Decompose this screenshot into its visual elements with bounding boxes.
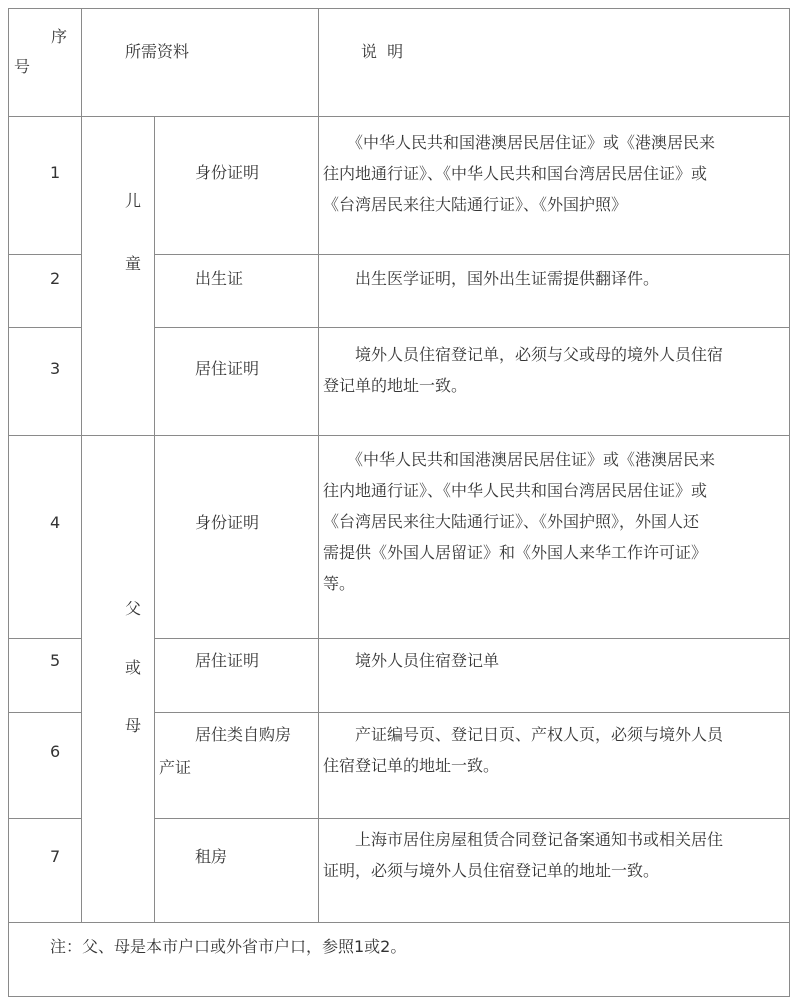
- description-line: 住宿登记单的地址一致。: [323, 756, 500, 775]
- row-divider-5: [9, 712, 81, 713]
- row-number: 4: [50, 513, 61, 532]
- description-row-2: [323, 263, 789, 294]
- header-seq-top: 序: [51, 27, 68, 46]
- description-row-4: [323, 444, 789, 599]
- row-number: 1: [50, 163, 61, 182]
- description-line: 出生医学证明，国外出生证需提供翻译件。: [323, 269, 660, 288]
- header-materials: 所需资料: [125, 42, 190, 61]
- group-child-char-2: 童: [125, 254, 142, 273]
- row-divider-4b: [154, 638, 789, 639]
- item-name: 出生证: [195, 269, 244, 288]
- description-line: 等。: [323, 574, 356, 593]
- description-row-3: [323, 339, 789, 401]
- row-divider-header: [9, 116, 789, 117]
- description-line: 境外人员住宿登记单: [323, 651, 500, 670]
- description-row-5: [323, 645, 789, 676]
- materials-table: [8, 8, 790, 997]
- group-child-char-1: 儿: [125, 191, 142, 210]
- col-divider-desc: [318, 9, 319, 922]
- row-divider-1: [9, 254, 81, 255]
- row-divider-2: [9, 327, 81, 328]
- header-seq-bottom: 号: [14, 57, 31, 76]
- description-line: 产证编号页、登记日页、产权人页，必须与境外人员: [323, 725, 724, 744]
- description-line: 境外人员住宿登记单，必须与父或母的境外人员住宿: [323, 345, 724, 364]
- description-line: 《中华人民共和国港澳居民居住证》或《港澳居民来: [323, 450, 716, 469]
- row-divider-3: [9, 435, 789, 436]
- col-divider-group: [154, 116, 155, 922]
- item-name: 租房: [195, 847, 228, 866]
- row-divider-5b: [154, 712, 789, 713]
- row-divider-6b: [154, 818, 789, 819]
- footnote: 注：父、母是本市户口或外省市户口，参照1或2。: [50, 937, 407, 956]
- description-line: 需提供《外国人居留证》和《外国人来华工作许可证》: [323, 543, 708, 562]
- row-number: 3: [50, 359, 61, 378]
- item-name: 居住证明: [195, 359, 260, 378]
- description-line: 《台湾居民来往大陆通行证》、《外国护照》: [323, 195, 628, 214]
- item-name-line-2: 产证: [159, 758, 192, 777]
- row-divider-note: [9, 922, 789, 923]
- description-line: 《台湾居民来往大陆通行证》、《外国护照》，外国人还: [323, 512, 700, 531]
- description-row-7: [323, 824, 789, 886]
- description-line: 上海市居住房屋租赁合同登记备案通知书或相关居住: [323, 830, 724, 849]
- group-parent-char-2: 或: [125, 658, 142, 677]
- row-divider-2b: [154, 327, 789, 328]
- row-divider-1b: [154, 254, 789, 255]
- item-name-line-1: 居住类自购房: [195, 725, 292, 744]
- description-row-1: [323, 127, 789, 220]
- item-name: 身份证明: [195, 163, 260, 182]
- description-line: 登记单的地址一致。: [323, 376, 468, 395]
- description-line: 往内地通行证》、《中华人民共和国台湾居民居住证》或: [323, 164, 708, 183]
- item-name: 身份证明: [195, 513, 260, 532]
- description-line: 《中华人民共和国港澳居民居住证》或《港澳居民来: [323, 133, 716, 152]
- description-row-6: [323, 719, 789, 781]
- row-number: 2: [50, 269, 61, 288]
- row-number: 5: [50, 651, 61, 670]
- description-line: 往内地通行证》、《中华人民共和国台湾居民居住证》或: [323, 481, 708, 500]
- group-parent-char-3: 母: [125, 716, 142, 735]
- col-divider-seq: [81, 9, 82, 922]
- item-name: 居住证明: [195, 651, 260, 670]
- row-number: 6: [50, 742, 61, 761]
- description-line: 证明，必须与境外人员住宿登记单的地址一致。: [323, 861, 660, 880]
- group-parent-char-1: 父: [125, 599, 142, 618]
- header-description: 说 明: [361, 42, 404, 61]
- row-divider-4: [9, 638, 81, 639]
- row-number: 7: [50, 847, 61, 866]
- row-divider-6: [9, 818, 81, 819]
